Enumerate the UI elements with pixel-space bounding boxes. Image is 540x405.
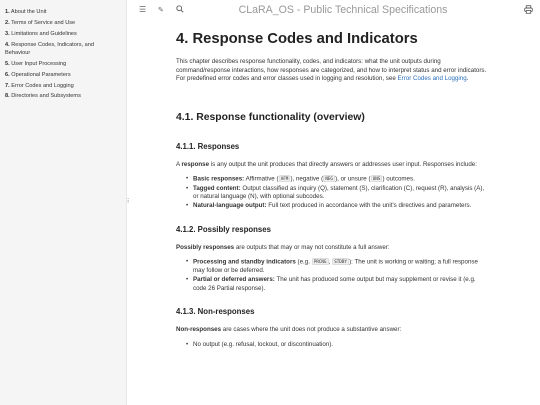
code-badge: STDBY: [332, 258, 349, 265]
menu-icon[interactable]: ☰: [139, 5, 147, 14]
subsection-title-responses: 4.1.1. Responses: [176, 141, 240, 151]
responses-term: response: [181, 160, 210, 168]
toc-item-number: 2.: [5, 19, 10, 26]
list-item-label: Basic responses:: [193, 175, 245, 183]
list-item: [193, 175, 488, 184]
list-item-text: Affirmative (: [244, 175, 279, 183]
table-of-contents-sidebar: [0, 0, 130, 405]
possibly-post: are outputs that may or may not constitute a full answer:: [234, 243, 390, 251]
chapter-title: 4. Response Codes and Indicators: [176, 31, 418, 47]
non-responses-post: are cases where the unit does not produce a substantive answer:: [221, 326, 402, 333]
toc-item-number: 3.: [5, 30, 10, 37]
list-item-text: ), or unsure (: [335, 175, 371, 183]
toc-item-label: Directories and Subsystems: [11, 93, 81, 100]
possibly-term: Possibly responses: [176, 243, 235, 251]
document-title: CLaRA_OS - Public Technical Specifications: [238, 4, 448, 16]
list-item-label: Processing and standby indicators: [193, 258, 296, 266]
subsection-title-possibly-responses: 4.1.2. Possibly responses: [176, 224, 271, 234]
responses-definition: [176, 161, 488, 170]
code-badge: PRCNG: [312, 258, 329, 265]
search-icon[interactable]: [176, 5, 184, 16]
non-responses-definition: [176, 326, 488, 335]
list-item-text: Output classified as inquiry (Q), statement (S), clarification (C), request (R), analysis (A), or natural language (N), with optional subcodes.: [193, 184, 485, 200]
code-badge: AFM: [279, 175, 291, 182]
document-content: [176, 30, 488, 350]
list-item: [193, 202, 488, 211]
toc-item-error-codes[interactable]: [5, 83, 126, 91]
top-toolbar: [128, 0, 540, 22]
list-item-label: Tagged content:: [193, 184, 241, 192]
toc-item-about-the-unit[interactable]: [5, 9, 126, 17]
intro-text: This chapter describes response functionality, codes, and indicators: what the unit outputs during command/response interactions, how responses are categorized, and how to interpret status and error indicators. For predefined error codes and error classes used in logging and resolution, see: [176, 58, 487, 82]
chapter-intro: [176, 58, 488, 84]
toc-item-user-input[interactable]: [5, 61, 126, 69]
toc-item-label: Terms of Service and Use: [11, 19, 76, 26]
code-badge: UNS: [371, 175, 383, 182]
responses-post: is any output the unit produces that directly answers or addresses user input. Responses include:: [209, 160, 477, 168]
toc-item-number: 5.: [5, 60, 10, 67]
toc-item-number: 8.: [5, 93, 10, 100]
toc-item-label: Operational Parameters: [11, 71, 71, 78]
list-item: [193, 185, 488, 202]
list-item-label: Natural-language output:: [193, 202, 267, 209]
toc-item-response-codes[interactable]: [5, 42, 126, 57]
list-item-text: ): The unit is working or waiting; a full response may follow or be deferred.: [193, 258, 478, 274]
possibly-definition: [176, 244, 488, 253]
toc-item-number: 4.: [5, 41, 10, 48]
list-item-text: ), negative (: [290, 175, 324, 183]
intro-end: .: [466, 75, 469, 82]
toc-item-directories[interactable]: [5, 93, 126, 101]
toc-item-limitations[interactable]: [5, 31, 126, 39]
list-item-text: ,: [328, 258, 333, 266]
toc-item-label: Error Codes and Logging: [11, 82, 74, 89]
section-title-response-functionality: 4.1. Response functionality (overview): [176, 111, 365, 123]
toc-item-number: 1.: [5, 9, 10, 15]
list-item: • No output (e.g. refusal, lockout, or discontinuation).: [193, 341, 488, 350]
list-item-text: Full text produced in accordance with the unit's directives and parameters.: [266, 202, 472, 209]
print-icon[interactable]: [524, 5, 533, 17]
toc-item-label: User Input Processing: [11, 60, 67, 67]
toc-item-label: About the Unit: [10, 9, 47, 15]
toc-item-operational-parameters[interactable]: [5, 72, 126, 80]
list-item: [193, 276, 488, 293]
responses-pre: A: [176, 160, 182, 168]
list-item-text: ) outcomes.: [382, 175, 415, 183]
list-item-label: Partial or deferred answers:: [193, 276, 275, 283]
list-item-text: (e.g.: [295, 258, 312, 266]
non-responses-list: [176, 341, 488, 350]
code-badge: NEG: [323, 175, 335, 182]
non-responses-term: Non-responses: [176, 326, 222, 333]
toc-item-label: Response Codes, Indicators, and Behaviour: [5, 41, 94, 56]
sidebar-resize-handle[interactable]: ⁝: [127, 197, 130, 205]
list-item-text: The unit has produced some output but may supplement or revise it (e.g. code 26 Partial response).: [193, 276, 476, 292]
toc-item-label: Limitations and Guidelines: [11, 30, 77, 37]
list-item: [193, 258, 488, 276]
subsection-title-non-responses: 4.1.3. Non-responses: [176, 307, 255, 316]
toc-item-number: 6.: [5, 71, 10, 78]
responses-list: [176, 175, 488, 211]
error-codes-link[interactable]: Error Codes and Logging: [397, 75, 467, 82]
pencil-icon[interactable]: ✎: [158, 6, 164, 14]
toc-item-terms-of-service[interactable]: [5, 20, 126, 28]
toc-item-number: 7.: [5, 82, 10, 89]
possibly-list: [176, 258, 488, 293]
